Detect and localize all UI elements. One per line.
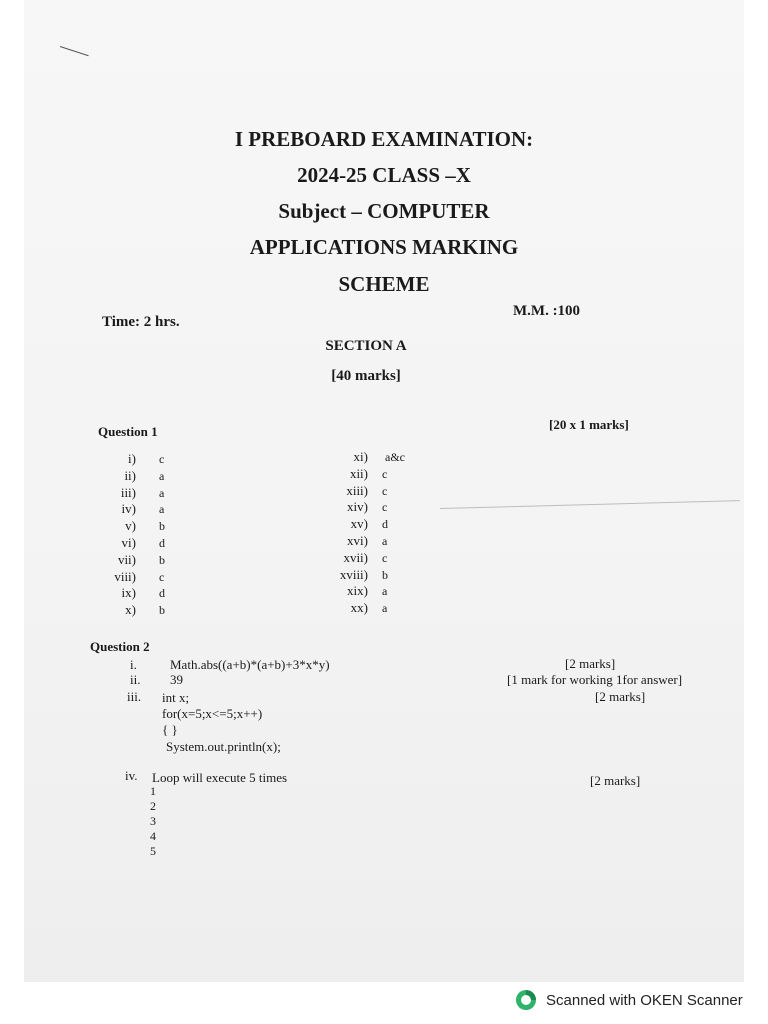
- q1-item-answer: c: [382, 500, 388, 514]
- q1-item-number: vi): [121, 535, 136, 550]
- q2-iii-code-3: { }: [162, 722, 178, 737]
- q1-item-answer: a&c: [385, 450, 405, 464]
- q2-ii-marks: [1 mark for working 1for answer]: [507, 672, 683, 687]
- q1-item-number: xv): [350, 516, 368, 531]
- q1-item-number: viii): [114, 569, 136, 584]
- oken-scanner-logo-icon: [514, 988, 538, 1012]
- scanner-footer: [514, 988, 743, 1012]
- q1-item-number: xiv): [347, 499, 368, 514]
- q1-item-answer: b: [159, 519, 165, 533]
- q2-ii-number: ii.: [130, 672, 141, 687]
- q1-item-number: x): [125, 602, 136, 617]
- q1-item-number: ix): [121, 585, 136, 600]
- q1-item-answer: a: [159, 502, 165, 516]
- q2-i-marks: [2 marks]: [565, 656, 616, 671]
- q1-item-number: xx): [350, 600, 368, 615]
- question-2-title: Question 2: [90, 639, 150, 654]
- q1-item-number: iii): [120, 485, 136, 500]
- q2-iii-code-4: System.out.println(x);: [166, 739, 281, 754]
- q2-iii-marks: [2 marks]: [595, 689, 646, 704]
- q1-item-answer: d: [159, 586, 165, 600]
- q1-item-answer: c: [159, 570, 165, 584]
- q2-i-answer: Math.abs((a+b)*(a+b)+3*x*y): [170, 657, 330, 672]
- q1-item-number: xi): [353, 449, 368, 464]
- q1-item-answer: d: [159, 536, 165, 550]
- q1-item-answer: c: [382, 551, 388, 565]
- scanner-footer-text: Scanned with OKEN Scanner: [546, 991, 743, 1009]
- exam-year-class: 2024-25 CLASS –X: [297, 163, 471, 187]
- q1-item-number: xvii): [343, 550, 368, 565]
- q1-item-answer: d: [382, 517, 388, 531]
- q1-item-answer: a: [382, 584, 388, 598]
- q1-item-answer: c: [382, 484, 388, 498]
- question-1-marks: [20 x 1 marks]: [549, 417, 629, 432]
- q1-item-answer: a: [159, 486, 165, 500]
- q2-iv-output-1: 1: [150, 784, 156, 798]
- q1-item-number: iv): [121, 501, 136, 516]
- q1-item-number: xiii): [346, 483, 368, 498]
- q1-item-answer: a: [382, 601, 388, 615]
- q1-item-answer: c: [159, 452, 165, 466]
- q1-item-answer: b: [159, 603, 165, 617]
- q1-item-answer: c: [382, 467, 388, 481]
- q1-item-number: v): [125, 518, 136, 533]
- q2-i-number: i.: [130, 657, 137, 672]
- q2-iv-output-3: 3: [150, 814, 156, 828]
- q1-item-number: xvi): [347, 533, 368, 548]
- q2-iii-code-1: int x;: [162, 690, 190, 705]
- q2-iv-output-5: 5: [150, 844, 156, 858]
- q1-item-answer: b: [382, 568, 388, 582]
- max-marks: M.M. :100: [513, 303, 581, 319]
- q2-iv-output-2: 2: [150, 799, 156, 813]
- q2-iii-code-2: for(x=5;x<=5;x++): [162, 706, 263, 721]
- q1-item-number: vii): [117, 552, 136, 567]
- q2-iii-number: iii.: [127, 689, 142, 704]
- q1-item-answer: a: [159, 469, 165, 483]
- q2-ii-answer: 39: [170, 672, 183, 687]
- q2-iv-marks: [2 marks]: [590, 773, 641, 788]
- exam-title: I PREBOARD EXAMINATION:: [234, 127, 534, 151]
- time-label: Time: 2 hrs.: [102, 314, 180, 330]
- q1-item-number: i): [128, 451, 136, 466]
- q1-item-number: xii): [349, 466, 368, 481]
- q2-iv-answer: Loop will execute 5 times: [152, 770, 288, 785]
- exam-scheme: SCHEME: [338, 272, 430, 296]
- q1-item-number: xviii): [339, 567, 368, 582]
- q2-iv-number: iv.: [125, 768, 138, 783]
- exam-subject-cont: APPLICATIONS MARKING: [249, 235, 519, 259]
- section-marks: [40 marks]: [331, 368, 401, 384]
- exam-subject: Subject – COMPUTER: [278, 199, 490, 223]
- q1-item-number: ii): [124, 468, 136, 483]
- q1-item-number: xix): [347, 583, 368, 598]
- q1-item-answer: b: [159, 553, 165, 567]
- question-1-title: Question 1: [98, 424, 158, 439]
- q1-item-answer: a: [382, 534, 388, 548]
- section-title: SECTION A: [325, 338, 407, 354]
- q2-iv-output-4: 4: [150, 829, 156, 843]
